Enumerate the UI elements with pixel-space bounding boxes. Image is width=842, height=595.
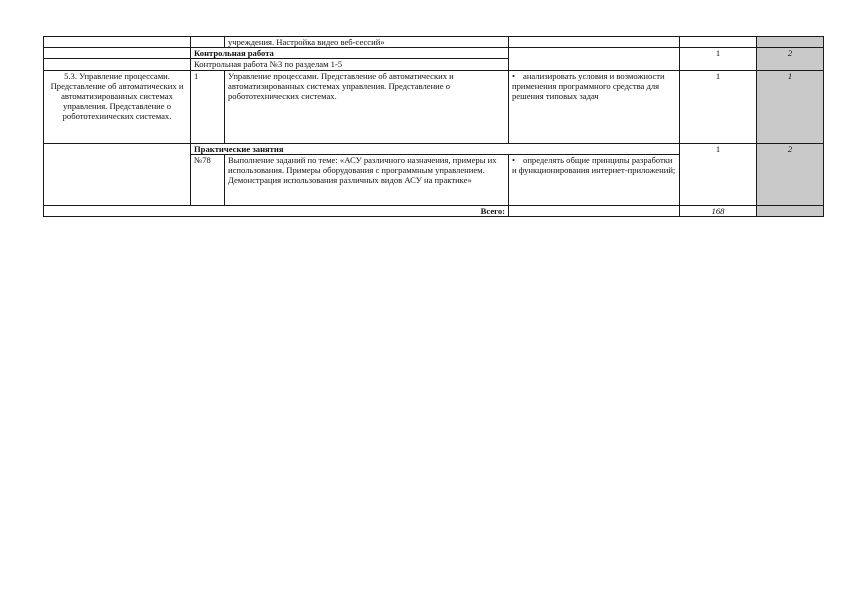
hours-cell: 1 [680, 143, 757, 205]
curriculum-table [43, 36, 824, 217]
table-row-continued [44, 37, 824, 48]
total-label: Всего: [44, 205, 509, 216]
content-cell: Управление процессами. Представление об автоматических и автоматизированных системах управления. Представление о робототехнических системах. [225, 70, 509, 143]
topic-cell-empty [44, 48, 191, 59]
section-header: Практические занятия [191, 143, 680, 154]
skill-cell-empty [509, 37, 680, 48]
level-cell-shaded [757, 205, 824, 216]
hours-cell: 1 [680, 70, 757, 143]
content-cell: учреждения. Настройка видео веб-сессий» [225, 37, 509, 48]
content-cell: Выполнение заданий по теме: «АСУ различного назначения, примеры их использования. Примеры оборудования с программным управлением. Демонстрация использования различных видов АСУ на практике» [225, 154, 509, 205]
skill-cell-empty [509, 48, 680, 70]
topic-cell-empty [44, 59, 191, 70]
table-row-topic [44, 70, 824, 143]
skill-cell-empty [509, 205, 680, 216]
level-cell: 2 [757, 48, 824, 70]
topic-cell-empty [44, 143, 191, 205]
table-row-total [44, 205, 824, 216]
hours-cell-empty [680, 37, 757, 48]
number-cell-empty [191, 37, 225, 48]
level-cell: 2 [757, 143, 824, 205]
level-cell: 1 [757, 70, 824, 143]
hours-cell: 1 [680, 48, 757, 70]
number-cell: №78 [191, 154, 225, 205]
section-header: Контрольная работа [191, 48, 509, 59]
skill-text: • определять общие принципы разработки и функционирования интернет-приложений; [512, 155, 675, 175]
topic-cell: 5.3. Управление процессами. Представление об автоматических и автоматизированных системах управления. Представление о робототехнических системах. [44, 70, 191, 143]
number-cell: 1 [191, 70, 225, 143]
topic-cell-empty [44, 37, 191, 48]
level-cell-shaded [757, 37, 824, 48]
skill-cell [509, 70, 680, 143]
skill-cell [509, 154, 680, 205]
content-cell: Контрольная работа №3 по разделам 1-5 [191, 59, 509, 70]
total-hours: 168 [680, 205, 757, 216]
table-row-control-header [44, 48, 824, 59]
skill-text: • анализировать условия и возможности применения программного средства для решения типовых задач [512, 71, 665, 101]
table-row-practice-header [44, 143, 824, 154]
